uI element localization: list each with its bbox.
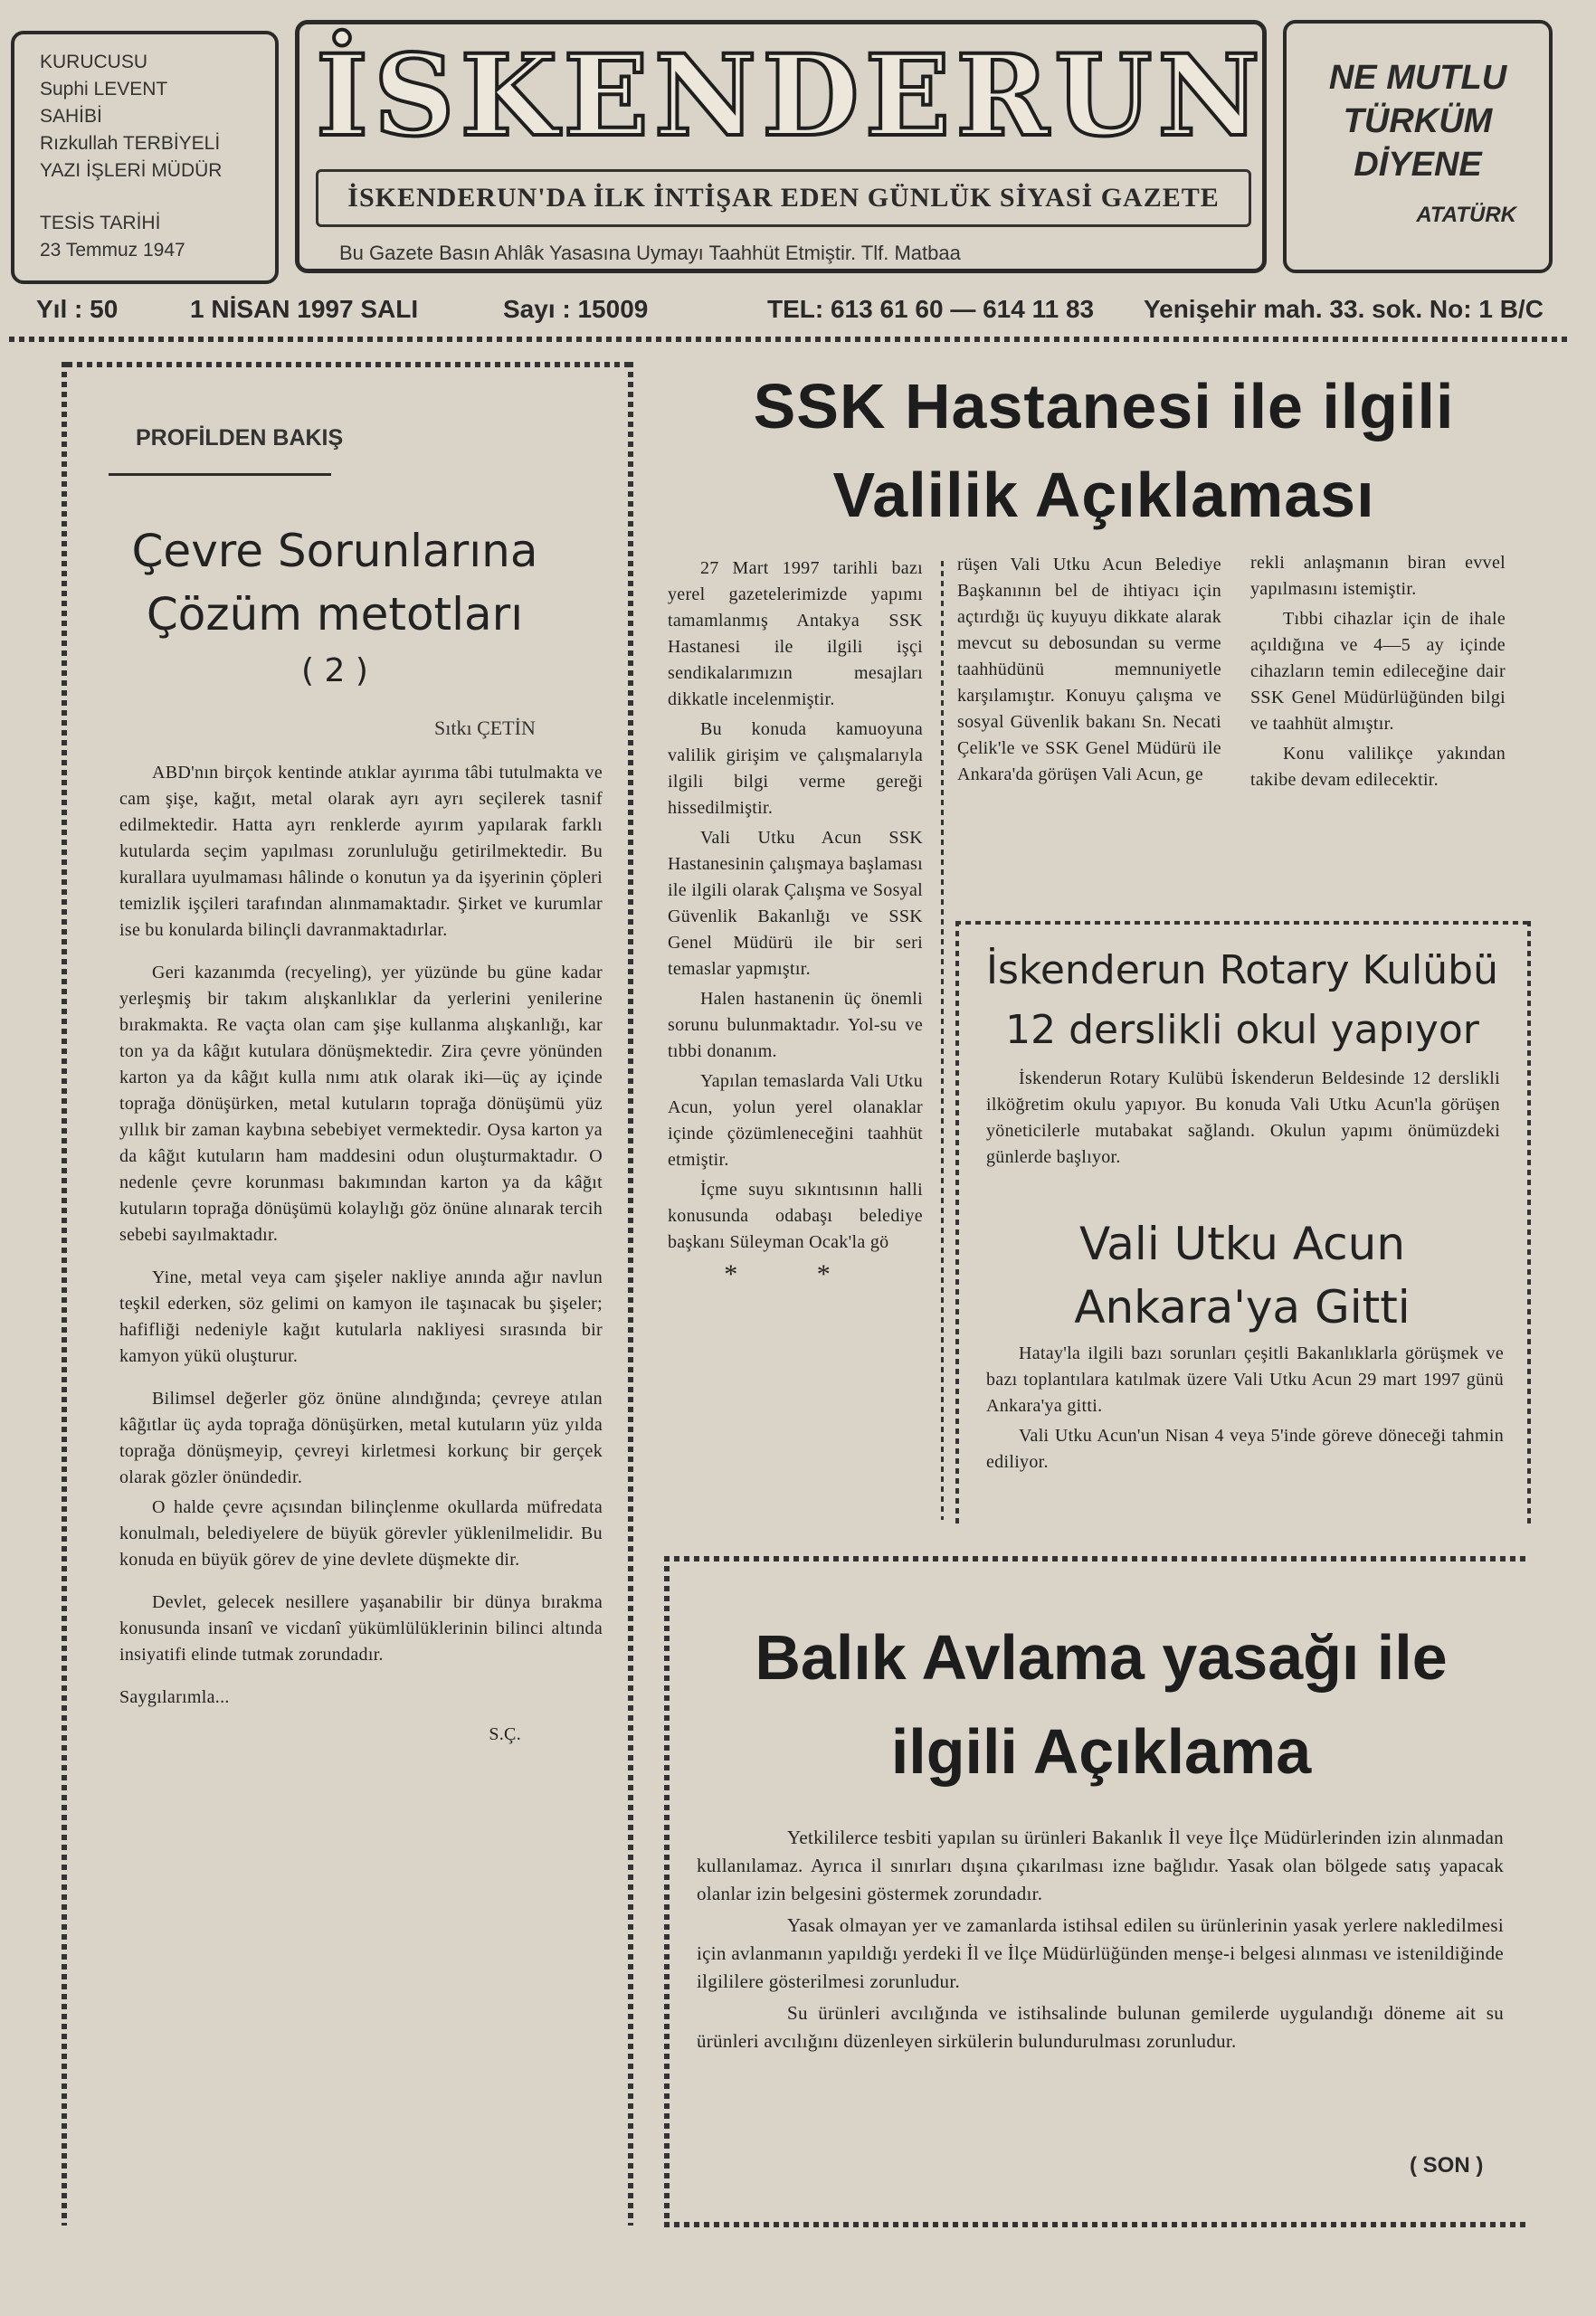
left-paragraph: Yine, metal veya cam şişeler nakliye anında ağır navlun teşkil ederken, söz gelimi on kamyon ile taşınacak bu şişeler; hafifliği nedeniyle kağıt kutularla nakliyesi sırasında bir kamyon yükü oluşturur. [119, 1267, 603, 1366]
ssk-paragraph: rekli anlaşmanın biran evvel yapılmasını istemiştir. [1250, 553, 1506, 599]
motto-author: ATATÜRK [1416, 203, 1516, 227]
issue-date: 1 NİSAN 1997 SALI [190, 295, 419, 323]
signature-initials: S.Ç. [489, 1724, 521, 1744]
ssk-headline-line-1: SSK Hastanesi ile ilgili [753, 371, 1455, 441]
founded-label: TESİS TARİHİ [40, 213, 161, 233]
rotary-box-top [955, 921, 1531, 925]
motto-box [1283, 20, 1553, 273]
ankara-body [986, 1341, 1504, 1479]
left-paragraph: Geri kazanımda (recyeling), yer yüzünde bu güne kadar yerleşmiş bir takım alışkanlıklar da yerlerini yenilerine bırakmakta. Re vaçta olan cam şişe kullanma alışkanlığı, kar ton ya da kâğıt kutulara dönüşmektedir. Zira çevre yönünden karton ya da kâğıt kulla nımı atık olarak iki—üç ay içinde toprağa dönüşürken, metal kutuların toprağa dönüşümü yüz yıllık bir zaman kaybına sebebiyet vermektedir. Oysa karton ya da kâğıt kutuların ham maddesini odun oluşturmaktadır. O nedenle çevre korunması bakımından karton ya da kâğıt kutuların toprağa dönüşümü kolaylığı göz önüne alınarak tercih sebebi sayılmaktadır. [119, 963, 603, 1245]
fishing-paragraph: Yetkililerce tesbiti yapılan su ürünleri Bakanlık İl veye İlçe Müdürlerinden izin alınmadan kullanılamaz. Ayrıca il sınırları dışına çıkarılması izne bağlıdır. Yasak olan bölgede satış yapacak olanlar izin belgesini göstermek zorundadır. [697, 1827, 1504, 1904]
left-paragraph: O halde çevre açısından bilinçlenme okullarda müfredata konulmalı, belediyelere de büyük görevler yüklenilmelidir. Bu konuda en büyük görev de yine devlete düşmekte dir. [119, 1497, 603, 1570]
ssk-stars: * * [724, 1259, 867, 1289]
section-underline [109, 473, 331, 476]
ankara-paragraph: Vali Utku Acun'un Nisan 4 veya 5'inde göreve döneceği tahmin ediliyor. [986, 1426, 1504, 1472]
ankara-headline [959, 1212, 1525, 1339]
ssk-paragraph: Vali Utku Acun SSK Hastanesinin çalışmaya başlaması ile ilgili olarak Çalışma ve Sosyal Güvenlik Bakanlığı ve SSK Genel Müdürü ile bir seri temaslar yapmıştır. [668, 828, 923, 979]
fishing-headline-line-2: ilgili Açıklama [890, 1716, 1312, 1787]
motto-line-1: NE MUTLU [1328, 59, 1507, 97]
issue-number: Sayı : 15009 [503, 295, 649, 323]
left-headline-line-2: Çözüm metotları [146, 588, 524, 641]
left-headline [90, 519, 579, 697]
fishing-body [697, 1824, 1504, 2059]
ssk-column-divider [941, 561, 944, 1520]
founder-label: KURUCUSU [40, 52, 148, 72]
rotary-box-right [1527, 921, 1531, 1527]
fishing-paragraph: Su ürünleri avcılığında ve istihsalinde bulunan gemilerde uygulandığı döneme ait su ürünleri avcılığını düzenleyen sirkülerin bulundurulması zorunludur. [697, 2002, 1504, 2052]
masthead-title-box [295, 20, 1267, 273]
ssk-paragraph: Halen hastanenin üç önemli sorunu bulunmaktadır. Yol-su ve tıbbi donanım. [668, 989, 923, 1061]
rotary-paragraph: İskenderun Rotary Kulübü İskenderun Beldesinde 12 derslikli ilköğretim okulu yapıyor. Bu konuda Vali Utku Acun'la görüşen yöneticilerle mutabakat sağlandı. Okulun yapımı önümüzdeki günlerde başlıyor. [986, 1068, 1500, 1167]
phone-numbers: TEL: 613 61 60 — 614 11 83 [767, 295, 1095, 323]
ssk-paragraph: Bu konuda kamuoyuna valilik girişim ve çalışmalarıyla ilgili bilgi verme gereği hissedilmiştir. [668, 719, 923, 818]
editor-label: YAZI İŞLERİ MÜDÜR [40, 160, 223, 181]
press-ethics-notice: Bu Gazete Basın Ahlâk Yasasına Uymayı Taahhüt Etmiştir. Tlf. Matbaa [339, 242, 961, 264]
ssk-paragraph: Konu valilikçe yakından takibe devam edilecektir. [1250, 744, 1506, 790]
fishing-box-bottom [664, 2222, 1527, 2227]
ssk-column-2 [957, 552, 1221, 792]
rotary-headline [959, 941, 1525, 1060]
series-part: ( 2 ) [301, 652, 368, 689]
left-top-border [67, 362, 628, 367]
ankara-headline-line-1: Vali Utku Acun [1078, 1218, 1406, 1270]
ssk-paragraph: 27 Mart 1997 tarihli bazı yerel gazetelerimizde yapımı tamamlanmış Antakya SSK Hastanesi ile ilgili işçi sendikalarımızın mesajları dikkatle incelenmiştir. [668, 558, 923, 709]
motto-line-2: TÜRKÜM [1343, 102, 1493, 140]
left-author: Sıtkı ÇETİN [434, 717, 536, 739]
ssk-column-1 [668, 555, 923, 1287]
ssk-paragraph: İçme suyu sıkıntısının halli konusunda odabaşı belediye başkanı Süleyman Ocak'la gö [668, 1180, 923, 1252]
motto-line-3: DİYENE [1354, 146, 1482, 184]
ssk-paragraph: Tıbbi cihazlar için de ihale açıldığına ve 4—5 ay içinde cihazların temin edileceğine dair SSK Genel Müdürlüğünden bilgi ve taahhüt almıştır. [1250, 609, 1506, 734]
ssk-paragraph: rüşen Vali Utku Acun Belediye Başkanının bel de ihtiyacı için açtırdığı üç kuyuyu dikkate alarak mevcut su debosundan su verme taahhüdünü memnuniyetle karşılamıştır. Konuyu çalışma ve sosyal Güvenlik bakanı Sn. Necati Çelik'le ve SSK Genel Müdürü ile Ankara'da görüşen Vali Acun, ge [957, 555, 1221, 784]
rotary-headline-line-1: İskenderun Rotary Kulübü [986, 947, 1498, 993]
newspaper-subtitle: İSKENDERUN'DA İLK İNTİŞAR EDEN GÜNLÜK SİYASİ GAZETE [347, 183, 1220, 213]
fishing-box-left [664, 1556, 670, 2227]
year: Yıl : 50 [36, 295, 119, 323]
left-article-body [119, 760, 603, 1751]
info-bar [36, 295, 1565, 331]
rotary-headline-line-2: 12 derslikli okul yapıyor [1005, 1007, 1479, 1053]
section-label: PROFİLDEN BAKIŞ [136, 425, 344, 451]
ankara-headline-line-2: Ankara'ya Gitti [1074, 1281, 1411, 1334]
ssk-headline-line-2: Valilik Açıklaması [832, 460, 1375, 530]
fishing-paragraph: Yasak olmayan yer ve zamanlarda istihsal edilen su ürünlerinin yasak yerlere nakledilmesi için avlanmanın yapıldığı yerdeki İl ve İlçe Müdürlüğünden menşe-i belgesi alınması ve istenildiğinde ilgililere gösterilmesi zorunludur. [697, 1914, 1504, 1992]
end-mark: ( SON ) [1410, 2153, 1484, 2178]
newspaper-title: İSKENDERUN [316, 31, 1266, 162]
fishing-headline-line-1: Balık Avlama yasağı ile [755, 1622, 1448, 1693]
masthead-info-box [11, 31, 279, 284]
owner-name: Rızkullah TERBİYELİ [40, 133, 221, 154]
founder-name: Suphi LEVENT [40, 79, 168, 100]
ssk-headline [660, 362, 1547, 539]
fishing-headline [671, 1610, 1531, 1799]
ssk-column-3 [1250, 550, 1506, 797]
left-paragraph: Devlet, gelecek nesillere yaşanabilir bir dünya bırakma konusunda insanî ve vicdanî yükümlülüklerinin bilinci altında insiyatifi elinde tutmak zorundadır. [119, 1592, 603, 1665]
masthead-divider [9, 337, 1571, 342]
left-paragraph: ABD'nın birçok kentinde atıklar ayırıma tâbi tutulmakta ve cam şişe, kağıt, metal olarak ayrı ayrı seçilerek tasnif edilmektedir. Hatta ayrı renklerde ayırım yapılarak farklı kutularda seçim yapılması zorunluluğu getirilmektedir. Bu kurallara uyulmaması hâlinde o konutun ya da işyerinin çöpleri temizlik işçileri tarafından alınmamaktadır. Şirket ve kurumlar ise bu konularda bilinçli davranmaktadırlar. [119, 763, 603, 940]
left-right-border [628, 362, 633, 2226]
closing: Saygılarımla... [119, 1687, 230, 1707]
fishing-box-top [664, 1556, 1527, 1561]
left-paragraph: Bilimsel değerler göz önüne alındığında; çevreye atılan kâğıtlar üç ayda toprağa dönüşürken, metal kutuların yüz yılda toprağa dönüşmeyip, çevreyi kirletmesi korkunç bir gerçek olarak gözler önündedir. [119, 1389, 603, 1487]
rotary-body [986, 1066, 1500, 1174]
ssk-paragraph: Yapılan temaslarda Vali Utku Acun, yolun yerel olanaklar içinde çözümleneceğini taahhüt etmiştir. [668, 1071, 923, 1170]
owner-label: SAHİBİ [40, 106, 102, 127]
ankara-paragraph: Hatay'la ilgili bazı sorunları çeşitli Bakanlıklarla görüşmek ve bazı toplantılara katılmak üzere Vali Utku Acun 29 mart 1997 günü Ankara'ya gitti. [986, 1343, 1504, 1416]
left-border [62, 362, 67, 2226]
office-address: Yenişehir mah. 33. sok. No: 1 B/C [1144, 295, 1544, 323]
left-headline-line-1: Çevre Sorunlarına [131, 525, 538, 577]
founded-date: 23 Temmuz 1947 [40, 240, 185, 261]
